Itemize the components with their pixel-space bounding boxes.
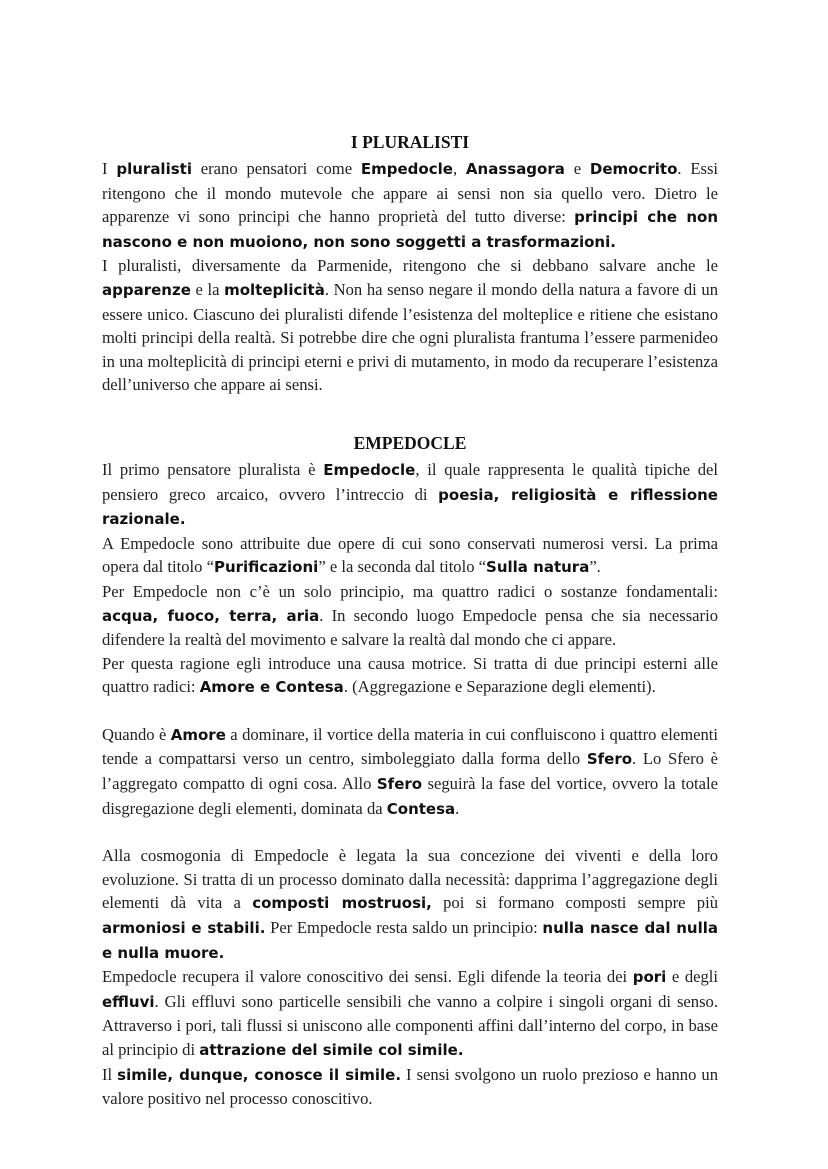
text-run: Il primo pensatore pluralista è (102, 459, 324, 479)
spacer (102, 700, 718, 723)
text-run: seguirà la fase del vortice, ovvero la totale disgregazione degli elementi, dominata da (102, 774, 718, 818)
bold-text: Amore (170, 725, 226, 744)
paragraph (102, 157, 718, 254)
spacer (102, 397, 718, 418)
text-run: . Non ha senso negare il mondo della natura a favore di un essere unico. Ciascuno dei pluralisti difende l’esistenza del molteplice e ritiene che esistano molti principi della realtà. Si potrebbe dire che ogni pluralista frantuma l’essere parmenideo in una molteplicità di principi eterni e privi di mutamento, in modo da recuperare l’esistenza dell’universo che appare ai sensi. (102, 279, 718, 395)
paragraph (102, 652, 718, 700)
text-run: . Lo Sfero è l’aggregato compatto di ogni cosa. Allo (102, 749, 718, 794)
bold-text: Sfero (376, 775, 423, 794)
bold-text: pluralisti (116, 160, 192, 178)
text-run: Quando è (102, 724, 171, 744)
text-run: . Essi ritengono che il mondo mutevole che appare ai sensi non sia quello vero. Dietro le apparenze vi sono principi che hanno proprietà del tutto diverse: (102, 159, 719, 227)
bold-text: effluvi (102, 992, 155, 1011)
paragraph (102, 723, 718, 821)
text-run: . (455, 798, 460, 818)
bold-text: poesia, religiosità e riflessione razionale. (102, 485, 718, 529)
text-run: A Empedocle sono attribuite due opere di cui sono conservati numerosi versi. La prima opera dal titolo “ (102, 533, 718, 577)
bold-text: Empedocle (323, 460, 416, 479)
bold-text: armoniosi e stabili. (102, 919, 266, 938)
bold-text: Sfero (586, 750, 633, 769)
bold-text: simile, dunque, conosce il simile. (117, 1065, 402, 1084)
bold-text: Anassagora (465, 160, 565, 178)
text-run: . Gli effluvi sono particelle sensibili che vanno a colpire i singoli organi di senso. Attraverso i pori, tali flussi si uniscono alle componenti affini dall’interno del corpo, in base al principio di (102, 991, 718, 1059)
text-run: , il quale rappresenta le qualità tipiche del pensiero greco arcaico, ovvero l’intreccio di (102, 459, 718, 504)
bold-text: principi che non nascono e non muoiono, non sono soggetti a trasformazioni. (102, 208, 719, 251)
paragraph (102, 458, 718, 532)
paragraph (102, 532, 718, 580)
bold-text: pori (632, 968, 667, 987)
text-run: e (564, 159, 590, 178)
text-run: Per questa ragione egli introduce una causa motrice. Si tratta di due principi esterni alle quattro radici: (102, 653, 718, 697)
text-run: ” e la seconda dal titolo “ (318, 557, 487, 577)
bold-text: Empedocle (360, 160, 453, 178)
section-title-pluralisti: I PLURALISTI (350, 132, 470, 152)
paragraph (102, 965, 718, 1062)
text-run: I (102, 159, 117, 178)
text-run: Il (102, 1064, 118, 1084)
bold-text: Contesa (386, 799, 456, 818)
text-run: ”. (589, 557, 601, 577)
text-run: Per Empedocle resta saldo un principio: (265, 918, 543, 938)
text-run: e degli (666, 967, 718, 987)
bold-text: molteplicità (224, 280, 325, 299)
paragraph (102, 844, 718, 965)
text-run: I pluralisti, diversamente da Parmenide, ritengono che si debbano salvare anche le (102, 256, 718, 276)
paragraph (102, 580, 718, 652)
text-run: . In secondo luogo Empedocle pensa che sia necessario difendere la realtà del movimento e salvare la realtà dal mondo che ci appare. (102, 605, 718, 650)
bold-text: Amore e Contesa (199, 678, 344, 697)
bold-text: Democrito (589, 160, 678, 178)
text-run: erano pensatori come (191, 159, 361, 178)
bold-text: apparenze (102, 280, 191, 299)
text-run: . (Aggregazione e Separazione degli elementi). (343, 677, 656, 697)
text-run: Alla cosmogonia di Empedocle è legata la sua concezione dei viventi e della loro evoluzione. Si tratta di un processo dominato dalla necessità: dapprima l’aggregazione degli elementi dà vita a (102, 846, 718, 913)
text-run: Empedocle recupera il valore conoscitivo dei sensi. Egli difende la teoria dei (102, 967, 633, 987)
bold-text: Sulla natura (486, 558, 590, 577)
bold-text: acqua, fuoco, terra, aria (102, 606, 320, 625)
text-run: e la (190, 279, 225, 299)
paragraph (102, 1063, 718, 1111)
bold-text: Purificazioni (213, 558, 319, 577)
text-run: Per Empedocle non c’è un solo principio, ma quattro radici o sostanze fondamentali: (102, 581, 718, 601)
text-run: I sensi svolgono un ruolo prezioso e hanno un valore positivo nel processo conoscitivo. (102, 1064, 719, 1109)
bold-text: attrazione del simile col simile. (199, 1041, 464, 1059)
paragraph (102, 254, 718, 397)
section-title-empedocle: EMPEDOCLE (353, 432, 467, 453)
bold-text: composti mostruosi, (252, 894, 432, 913)
bold-text: nulla nasce dal nulla e nulla muore. (102, 919, 718, 962)
text-run: poi si formano composti sempre più (431, 893, 719, 913)
text-run: a dominare, il vortice della materia in cui confluiscono i quattro elementi tende a compattarsi verso un centro, simboleggiato dalla forma dello (102, 724, 718, 769)
spacer (102, 821, 718, 844)
text-run: , (452, 159, 466, 178)
